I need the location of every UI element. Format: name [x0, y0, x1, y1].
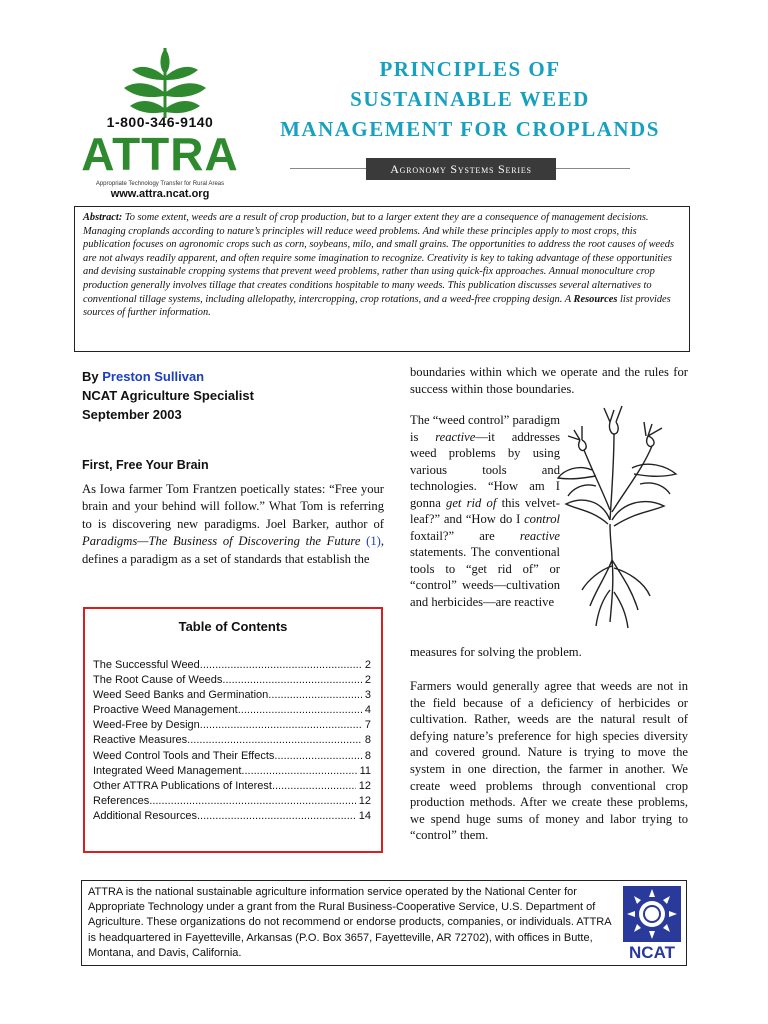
toc-item-page: 2 [364, 674, 371, 687]
page-title [250, 54, 690, 144]
attra-footer [81, 880, 687, 966]
p2-text: —it addresses weed problems by using various tools and technologies. “How am I gonna [410, 429, 560, 510]
title-line-3: MANAGEMENT FOR CROPLANDS [280, 117, 660, 141]
toc-item-page: 2 [364, 659, 371, 671]
footer-text: ATTRA is the national sustainable agriculture information service operated by the National Center for Appropriate Technology under a grant from the Rural Business-Cooperative Service, U.S. Department of Agriculture. These organizations do not recommend or endorse products, companies, or individuals. ATTRA is headquartered in Fayetteville, Arkansas (P.O. Box 3657, Fayetteville, AR 72702), with offices in Butte, Montana, and Davis, California. [88, 886, 611, 959]
byline-by: By [82, 369, 99, 384]
ncat-label: NCAT [629, 943, 675, 962]
p2-reactive: reactive [435, 429, 476, 444]
toc-item[interactable] [93, 673, 371, 688]
leaf-icon [120, 40, 210, 120]
toc-item[interactable] [93, 703, 371, 718]
toc-item-page: 11 [359, 764, 371, 777]
brand-tagline: Appropriate Technology Transfer for Rural Areas [95, 181, 225, 187]
toc-item-label: Weed Seed Banks and Germination [93, 689, 269, 702]
publication-date: September 2003 [82, 407, 182, 422]
toc-list [93, 658, 371, 824]
toc-item-label: The Root Cause of Weeds [93, 674, 223, 687]
attra-logo [80, 40, 240, 200]
p2-reactive: reactive [519, 528, 560, 543]
table-of-contents [83, 607, 383, 853]
toc-item-page: 12 [358, 794, 371, 807]
toc-title: Table of Contents [178, 619, 288, 634]
section-heading: First, Free Your Brain [82, 458, 209, 472]
p2-text: this velvet-leaf?” and “How do I [410, 495, 560, 526]
farmers-paragraph: Farmers would generally agree that weeds are not in the field because of a deficiency of herbicides or cultivation. Rather, weeds are the natural result of defying nature’s preference for high species diversity and covered ground. Nature is trying to move the system in one direction, the farmer in another. We create weed problems through conventional crop production methods. After we create these problems, we spend huge sums of money and labor trying to “control” them. [410, 679, 688, 843]
toc-item-page: 8 [364, 734, 371, 747]
toc-item-label: Reactive Measures [93, 734, 188, 747]
byline [82, 367, 382, 424]
ncat-logo [622, 885, 682, 963]
brand-name: ATTRA [81, 128, 239, 180]
abstract-text: To some extent, weeds are a result of crop production, but to a larger extent they are a consequence of management decisions. Managing croplands according to nature’s principles will reduce weed problems. And while these principles apply to most crops, this publication focuses on agronomic crops such as corn, soybeans, milo, and small grains. The opportunities to address the root causes of weeds are not always readily apparent, and often require some imagination to recognize. Creativity is key to taking advantage of these opportunities and devising sustainable cropping systems that prevent weed problems, rather than using quick-fix approaches. Annual monoculture crop production generally involves tillage that creates conditions hospitable to many weeds. This publication discusses several alternatives to conventional tillage systems, including allelopathy, intercropping, crop rotations, and a weed-free cropping design. A [83, 212, 674, 305]
weed-control-paragraph [410, 412, 560, 610]
author-name[interactable]: Preston Sullivan [102, 369, 205, 384]
toc-item[interactable] [93, 749, 371, 764]
title-line-2: SUSTAINABLE WEED [350, 87, 590, 111]
series-badge: Agronomy Systems Series [366, 158, 556, 180]
toc-item-page: 3 [364, 689, 371, 702]
toc-item-label: Additional Resources [93, 809, 197, 822]
sun-icon [622, 885, 682, 943]
toc-item[interactable] [93, 688, 371, 703]
toc-item-page: 12 [358, 779, 371, 792]
author-role: NCAT Agriculture Specialist [82, 388, 254, 403]
p2-getrid: get rid of [446, 495, 497, 510]
reference-link[interactable]: (1) [366, 534, 381, 549]
toc-item-label: Integrated Weed Management [93, 764, 242, 777]
abstract-text-end: list provides sources of further information. [83, 293, 671, 319]
toc-item[interactable] [93, 733, 371, 748]
toc-item-page: 8 [364, 749, 371, 762]
toc-item[interactable] [93, 658, 371, 673]
p2-text: The “weed control” paradigm is [410, 413, 561, 444]
abstract-label: Abstract: [83, 212, 123, 223]
abstract-box [74, 206, 690, 352]
intro-text: As Iowa farmer Tom Frantzen poetically states: “Free your brain and your behind will follow.” What Tom is referring to is discovering new paradigms. Joel Barker, author of [82, 482, 384, 531]
title-line-1: PRINCIPLES OF [379, 57, 561, 81]
p2-text: foxtail?” are [410, 528, 495, 543]
weed-control-paragraph-end: measures for solving the problem. [410, 645, 582, 659]
intro-paragraph [82, 481, 384, 568]
resources-word: Resources [573, 293, 618, 305]
book-title: Paradigms—The Business of Discovering the Future [82, 534, 361, 549]
toc-item-page: 4 [364, 704, 371, 717]
phone-number: 1-800-346-9140 [106, 114, 214, 130]
toc-item[interactable] [93, 764, 371, 779]
intro-text-end: , defines a paradigm as a set of standards that establish the [82, 534, 384, 566]
toc-item-label: References [93, 794, 150, 807]
weed-illustration-icon [552, 400, 684, 632]
toc-item-label: The Successful Weed [93, 659, 200, 671]
toc-item-page: 14 [358, 809, 371, 822]
p2-control: control [524, 512, 560, 526]
toc-item-label: Proactive Weed Management [93, 704, 238, 717]
toc-item-label: Weed Control Tools and Their Effects [93, 749, 275, 762]
p2-text: statements. The conventional tools to “get rid of” or “control” weeds—cultivation and herbicides—are reactive [410, 545, 560, 609]
toc-item[interactable] [93, 718, 371, 733]
toc-item[interactable] [93, 779, 371, 794]
toc-item-label: Other ATTRA Publications of Interest [93, 779, 272, 792]
toc-item-label: Weed-Free by Design [93, 719, 200, 732]
toc-item[interactable] [93, 794, 371, 809]
website-url[interactable]: www.attra.ncat.org [110, 188, 210, 200]
toc-item-page: 7 [364, 719, 371, 732]
toc-item[interactable] [93, 809, 371, 824]
continued-paragraph: boundaries within which we operate and the rules for success within those boundaries. [410, 365, 688, 397]
